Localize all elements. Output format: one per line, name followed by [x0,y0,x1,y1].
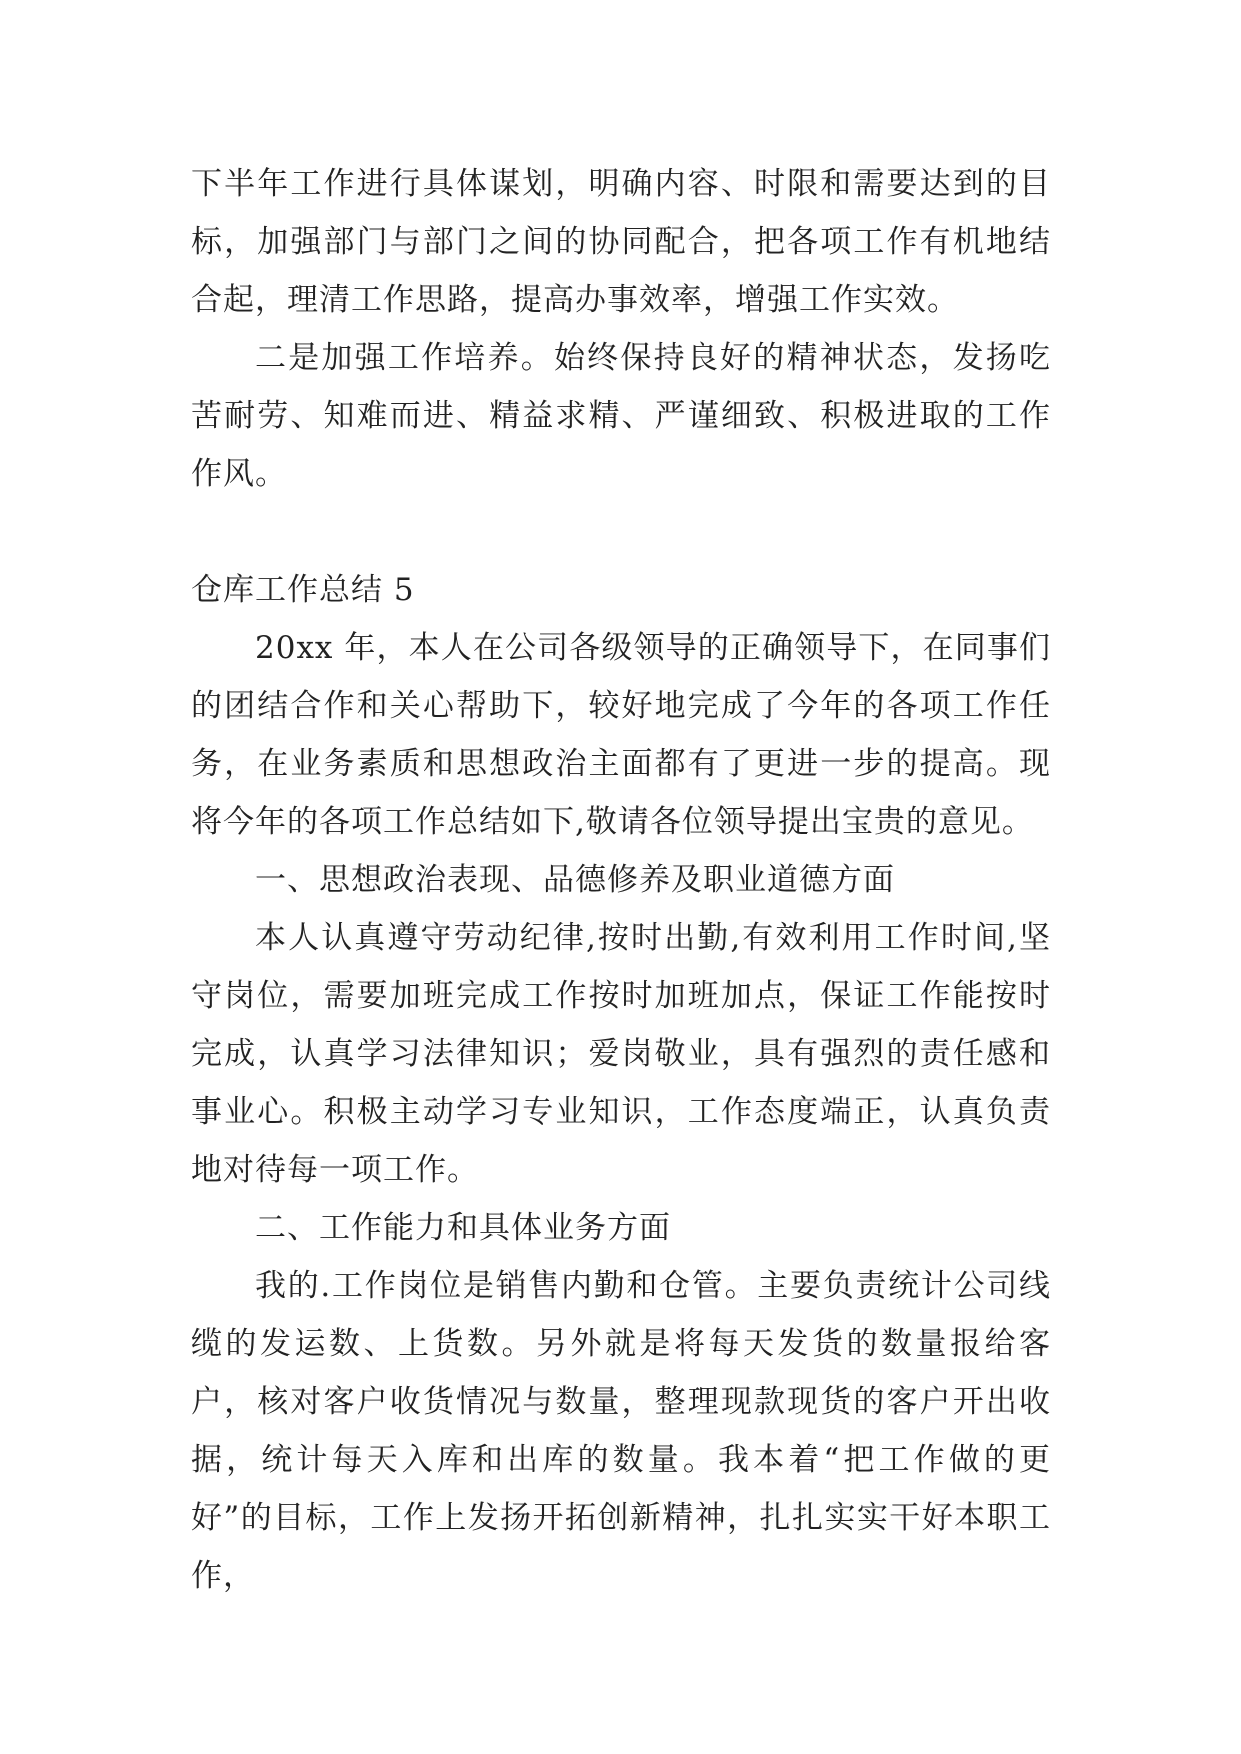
paragraph-point-two: 二是加强工作培养。始终保持良好的精神状态，发扬吃苦耐劳、知难而进、精益求精、严谨细致、积极进取的工作作风。 [191,340,1051,492]
document-body [191,155,1051,1605]
section-title: 仓库工作总结 5 [191,572,415,608]
paragraph-duties: 我的.工作岗位是销售内勤和仓管。主要负责统计公司线缆的发运数、上货数。另外就是将每天发货的数量报给客户，核对客户收货情况与数量，整理现款现货的客户开出收据，统计每天入库和出库的数量。我本着“把工作做的更好”的目标，工作上发扬开拓创新精神，扎扎实实干好本职工作， [191,1268,1051,1594]
subheading-conduct: 一、思想政治表现、品德修养及职业道德方面 [255,862,895,898]
section-spacer [191,503,1051,561]
paragraph-conduct: 本人认真遵守劳动纪律,按时出勤,有效利用工作时间,坚守岗位，需要加班完成工作按时加班加点，保证工作能按时完成，认真学习法律知识；爱岗敬业，具有强烈的责任感和事业心。积极主动学习专业知识，工作态度端正，认真负责地对待每一项工作。 [191,920,1051,1188]
subheading-ability: 二、工作能力和具体业务方面 [255,1210,671,1246]
paragraph-intro: 20xx 年，本人在公司各级领导的正确领导下，在同事们的团结合作和关心帮助下，较好地完成了今年的各项工作任务，在业务素质和思想政治主面都有了更进一步的提高。现将今年的各项工作总结如下,敬请各位领导提出宝贵的意见。 [191,630,1051,840]
paragraph-continued: 下半年工作进行具体谋划，明确内容、时限和需要达到的目标，加强部门与部门之间的协同配合，把各项工作有机地结合起，理清工作思路，提高办事效率，增强工作实效。 [191,166,1051,318]
